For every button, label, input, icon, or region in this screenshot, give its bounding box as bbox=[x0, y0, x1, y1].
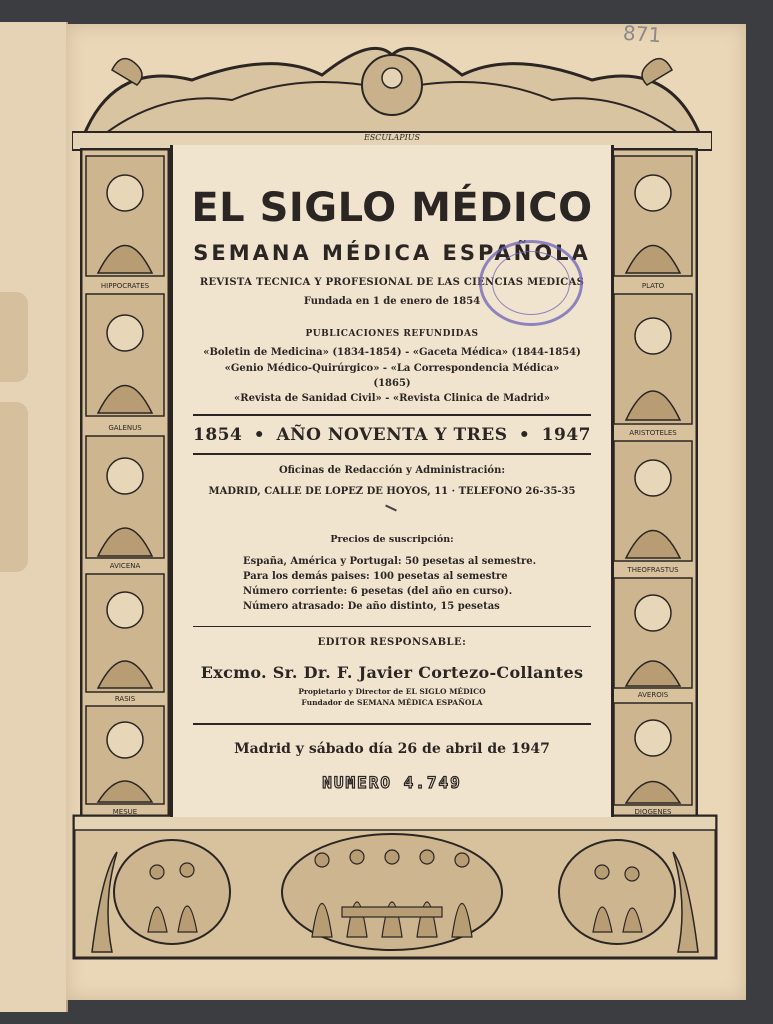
arch-label: ESCULAPIUS bbox=[363, 133, 421, 142]
publications-line: (1865) bbox=[373, 378, 411, 389]
prices-heading: Precios de suscripción: bbox=[330, 534, 454, 545]
year-start: 1854 bbox=[193, 425, 243, 445]
facing-page-edge bbox=[0, 22, 68, 1012]
portrait-aristoteles bbox=[614, 294, 692, 424]
label-averois: AVEROIS bbox=[637, 691, 669, 699]
label-galenus: GALENUS bbox=[108, 424, 142, 432]
label-mesue: MESUE bbox=[112, 808, 138, 816]
year-band bbox=[193, 425, 591, 445]
masthead-tagline: REVISTA TECNICA Y PROFESIONAL DE LAS CIENCIAS MEDICAS bbox=[199, 277, 585, 288]
editor-name: Excmo. Sr. Dr. F. Javier Cortezo-Collantes bbox=[200, 663, 584, 682]
price-line: Número corriente: 6 pesetas (del año en curso). bbox=[243, 586, 513, 597]
pencil-annotation: 871 bbox=[622, 20, 662, 48]
bottom-frieze-illustration bbox=[72, 812, 718, 962]
divider-rule bbox=[193, 414, 591, 416]
editor-role: Propietario y Director de EL SIGLO MÉDICO bbox=[298, 687, 486, 696]
divider-rule bbox=[193, 723, 591, 725]
portrait-plato bbox=[614, 156, 692, 276]
publications-line: «Revista de Sanidad Civil» - «Revista Clinica de Madrid» bbox=[234, 393, 550, 404]
founded-line: Fundada en 1 de enero de 1854 bbox=[303, 296, 481, 307]
label-plato: PLATO bbox=[641, 282, 665, 290]
masthead-subtitle: SEMANA MÉDICA ESPAÑOLA bbox=[193, 241, 591, 265]
right-pillar-portraits bbox=[608, 148, 698, 818]
year-middle: AÑO NOVENTA Y TRES bbox=[276, 425, 508, 445]
label-avicena: AVICENA bbox=[109, 562, 141, 570]
portrait-mesue bbox=[86, 706, 164, 804]
portrait-averois bbox=[614, 578, 692, 688]
editor-role: Fundador de SEMANA MÉDICA ESPAÑOLA bbox=[301, 698, 483, 707]
editor-heading: EDITOR RESPONSABLE: bbox=[317, 637, 467, 648]
title-panel bbox=[170, 145, 614, 817]
pencil-mark bbox=[385, 505, 397, 512]
portrait-hippocrates bbox=[86, 156, 164, 276]
portrait-theofrastus bbox=[614, 441, 692, 561]
publications-line: «Genio Médico-Quirúrgico» - «La Correspondencia Médica» bbox=[224, 363, 560, 374]
year-separator: • bbox=[253, 425, 266, 445]
label-hippocrates: HIPPOCRATES bbox=[100, 282, 150, 290]
price-line: España, América y Portugal: 50 pesetas al semestre. bbox=[243, 556, 537, 567]
price-line: Para los demás paises: 100 pesetas al semestre bbox=[243, 571, 508, 582]
label-diogenes: DIOGENES bbox=[634, 808, 672, 816]
publications-heading: PUBLICACIONES REFUNDIDAS bbox=[305, 329, 479, 339]
library-stamp bbox=[479, 240, 583, 326]
offices-address: MADRID, CALLE DE LOPEZ DE HOYOS, 11 · TELEFONO 26-35-35 bbox=[208, 486, 576, 497]
year-end: 1947 bbox=[541, 425, 591, 445]
label-aristoteles: ARISTOTELES bbox=[629, 429, 677, 437]
issue-number: NUMERO 4.749 bbox=[322, 773, 462, 792]
portrait-galenus bbox=[86, 294, 164, 416]
left-pillar-portraits bbox=[80, 148, 170, 818]
page-smudge bbox=[0, 292, 28, 382]
label-theofrastus: THEOFRASTUS bbox=[627, 566, 679, 574]
label-rasis: RASIS bbox=[114, 695, 136, 703]
divider-rule bbox=[193, 626, 591, 627]
portrait-diogenes bbox=[614, 703, 692, 805]
issue-date: Madrid y sábado día 26 de abril de 1947 bbox=[234, 741, 550, 757]
portrait-avicena bbox=[86, 436, 164, 558]
ornamental-arch bbox=[72, 40, 712, 152]
portrait-rasis bbox=[86, 574, 164, 692]
publications-line: «Boletin de Medicina» (1834-1854) - «Gaceta Médica» (1844-1854) bbox=[203, 347, 581, 358]
price-line: Número atrasado: De año distinto, 15 pesetas bbox=[243, 601, 500, 612]
offices-heading: Oficinas de Redacción y Administración: bbox=[278, 465, 506, 476]
year-separator: • bbox=[518, 425, 531, 445]
divider-rule bbox=[193, 453, 591, 455]
masthead-title: EL SIGLO MÉDICO bbox=[191, 185, 593, 231]
page-smudge bbox=[0, 402, 28, 572]
